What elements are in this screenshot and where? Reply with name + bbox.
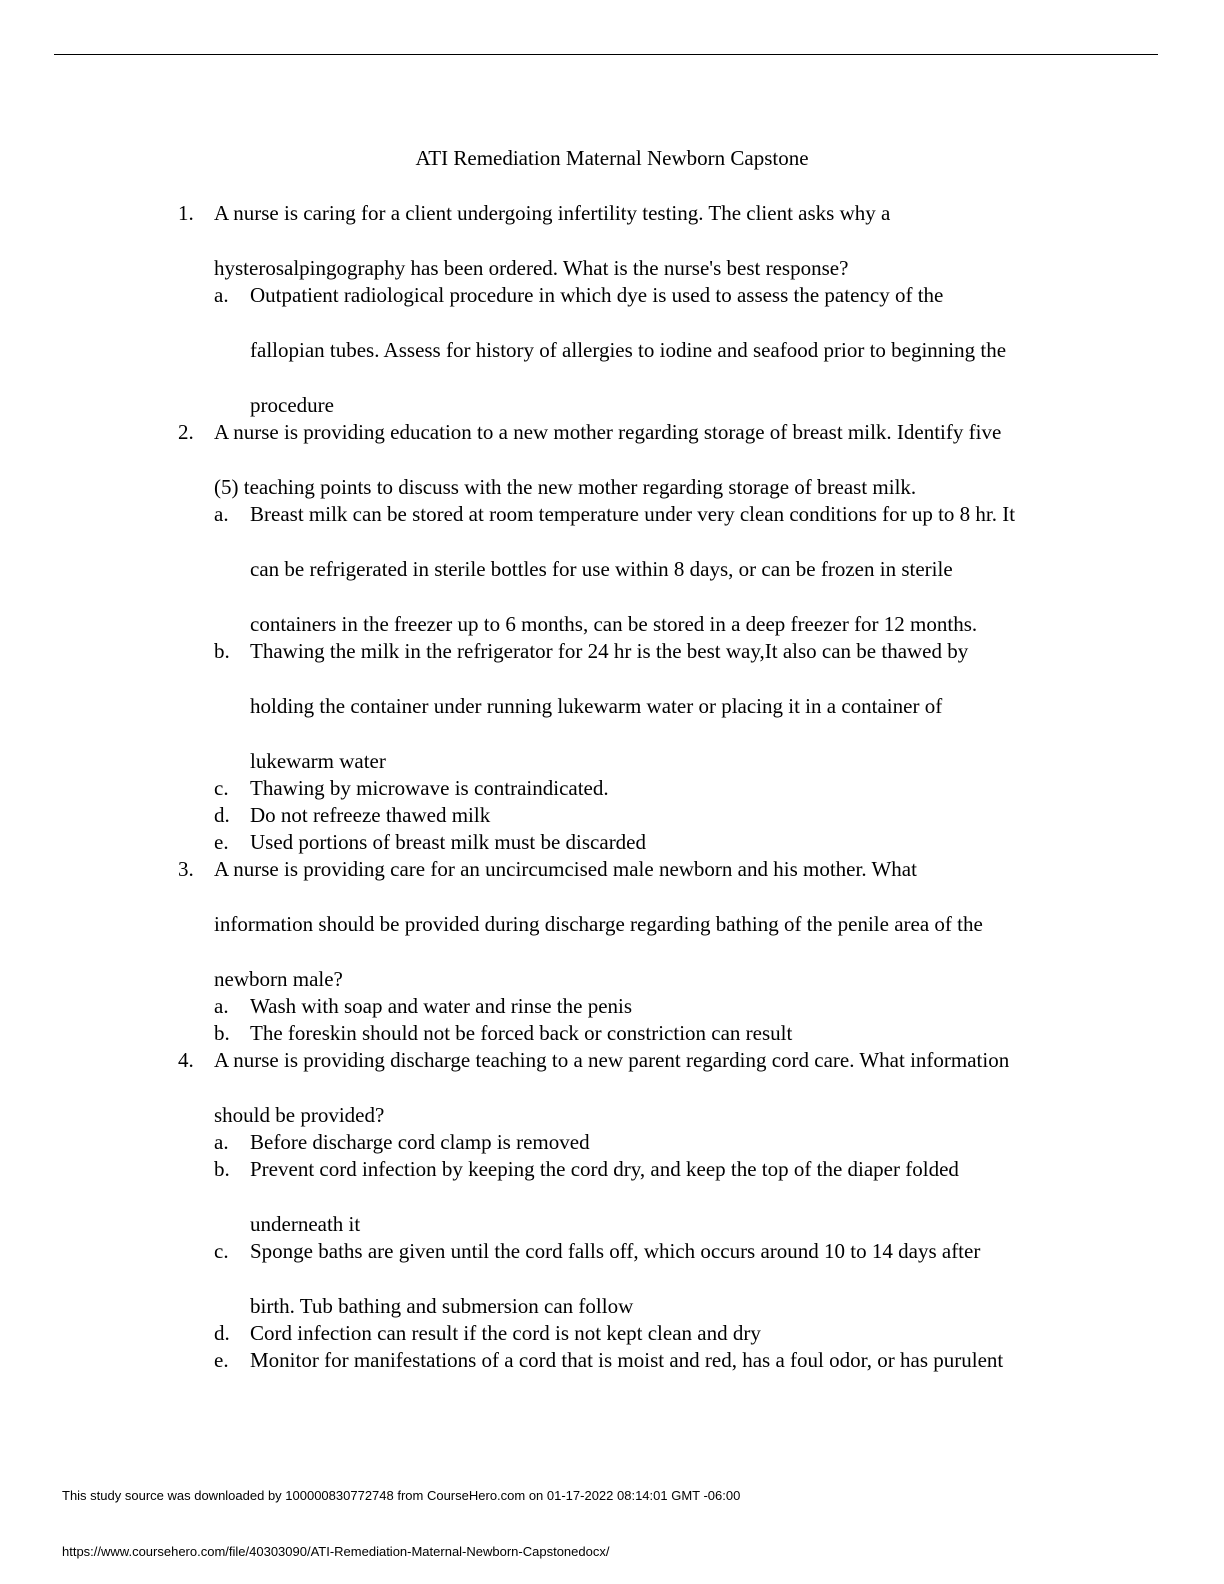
answer-letter: e. bbox=[214, 1348, 229, 1372]
answer-text: holding the container under running lukewarm water or placing it in a container of bbox=[250, 694, 943, 718]
answer-text: Prevent cord infection by keeping the cord dry, and keep the top of the diaper folded bbox=[250, 1157, 959, 1181]
answer-text: birth. Tub bathing and submersion can follow bbox=[250, 1294, 634, 1318]
answer-letter: c. bbox=[214, 776, 229, 800]
answer-letter: b. bbox=[214, 1021, 230, 1045]
answer-text: Outpatient radiological procedure in which dye is used to assess the patency of the bbox=[250, 283, 944, 307]
answer-text: Do not refreeze thawed milk bbox=[250, 803, 491, 827]
answer-letter: a. bbox=[214, 994, 229, 1018]
answer-letter: b. bbox=[214, 1157, 230, 1181]
answer-text: procedure bbox=[250, 393, 334, 417]
answer-letter: d. bbox=[214, 1321, 230, 1345]
question-text: A nurse is caring for a client undergoing infertility testing. The client asks why a bbox=[214, 201, 891, 225]
answer-text: Used portions of breast milk must be discarded bbox=[250, 830, 647, 854]
question-text: A nurse is providing care for an uncircumcised male newborn and his mother. What bbox=[214, 857, 917, 881]
answer-text: Sponge baths are given until the cord falls off, which occurs around 10 to 14 days after bbox=[250, 1239, 981, 1263]
answer-letter: e. bbox=[214, 830, 229, 854]
answer-text: fallopian tubes. Assess for history of allergies to iodine and seafood prior to beginning the bbox=[250, 338, 1007, 362]
document-title: ATI Remediation Maternal Newborn Capstone bbox=[415, 146, 809, 170]
question-text: information should be provided during discharge regarding bathing of the penile area of the bbox=[214, 912, 983, 936]
answer-text: Monitor for manifestations of a cord that is moist and red, has a foul odor, or has purulent bbox=[250, 1348, 1004, 1372]
question-number: 3. bbox=[178, 857, 194, 881]
answer-letter: a. bbox=[214, 283, 229, 307]
answer-letter: a. bbox=[214, 502, 229, 526]
answer-text: Before discharge cord clamp is removed bbox=[250, 1130, 590, 1154]
answer-text: containers in the freezer up to 6 months, can be stored in a deep freezer for 12 months. bbox=[250, 612, 978, 636]
answer-text: Cord infection can result if the cord is not kept clean and dry bbox=[250, 1321, 761, 1345]
answer-text: lukewarm water bbox=[250, 749, 386, 773]
question-text: A nurse is providing education to a new mother regarding storage of breast milk. Identify five bbox=[214, 420, 1002, 444]
question-text: A nurse is providing discharge teaching to a new parent regarding cord care. What information bbox=[214, 1048, 1010, 1072]
download-note: This study source was downloaded by 100000830772748 from CourseHero.com on 01-17-2022 08:14:01 GMT -06:00 bbox=[62, 1488, 741, 1503]
question-number: 1. bbox=[178, 201, 194, 225]
answer-text: underneath it bbox=[250, 1212, 361, 1236]
question-number: 4. bbox=[178, 1048, 194, 1072]
question-text: hysterosalpingography has been ordered. What is the nurse's best response? bbox=[214, 256, 849, 280]
answer-text: The foreskin should not be forced back or constriction can result bbox=[250, 1021, 793, 1045]
answer-text: Thawing the milk in the refrigerator for 24 hr is the best way,It also can be thawed by bbox=[250, 639, 969, 663]
answer-letter: a. bbox=[214, 1130, 229, 1154]
header-rule bbox=[54, 54, 1158, 55]
answer-letter: b. bbox=[214, 639, 230, 663]
question-number: 2. bbox=[178, 420, 194, 444]
answer-text: Wash with soap and water and rinse the penis bbox=[250, 994, 633, 1018]
answer-text: Thawing by microwave is contraindicated. bbox=[250, 776, 609, 800]
question-text: newborn male? bbox=[214, 967, 343, 991]
answer-text: Breast milk can be stored at room temperature under very clean conditions for up to 8 hr. It bbox=[250, 502, 1016, 526]
question-text: (5) teaching points to discuss with the new mother regarding storage of breast milk. bbox=[214, 475, 917, 499]
answer-letter: c. bbox=[214, 1239, 229, 1263]
answer-text: can be refrigerated in sterile bottles for use within 8 days, or can be frozen in sterile bbox=[250, 557, 953, 581]
source-url[interactable]: https://www.coursehero.com/file/40303090/ATI-Remediation-Maternal-Newborn-Capstonedocx/ bbox=[62, 1544, 610, 1559]
question-text: should be provided? bbox=[214, 1103, 385, 1127]
answer-letter: d. bbox=[214, 803, 230, 827]
